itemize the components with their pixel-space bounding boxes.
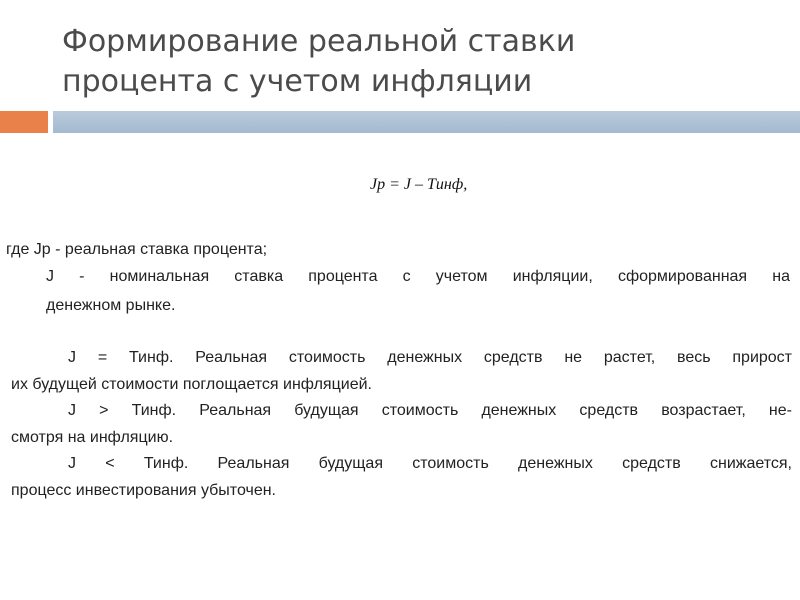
formula: Jр = J – Tинф,	[370, 176, 468, 193]
slide-title-line-2: процента с учетом инфляции	[62, 64, 533, 99]
definition-j-line-2: денежном рынке.	[46, 297, 176, 314]
case-greater-line-1: J > Тинф. Реальная будущая стоимость денежных средств возрастает, не-	[68, 402, 792, 419]
slide-title	[62, 22, 782, 102]
case-greater-line-2: смотря на инфляцию.	[11, 429, 174, 446]
case-equal-line-1: J = Тинф. Реальная стоимость денежных средств не растет, весь прирост	[68, 349, 792, 366]
case-less-line-2: процесс инвестирования убыточен.	[11, 482, 276, 499]
case-equal-line-2: их будущей стоимости поглощается инфляцией.	[11, 376, 372, 393]
title-divider-bar	[53, 111, 800, 133]
case-less-line-1: J < Тинф. Реальная будущая стоимость денежных средств снижается,	[68, 455, 792, 472]
definition-j-line-1: J - номинальная ставка процента с учетом инфляции, сформированная на	[46, 268, 790, 285]
title-accent-bar	[0, 111, 48, 133]
definition-jr: где Jр - реальная ставка процента;	[6, 241, 268, 258]
title-divider-bar-fill	[53, 111, 800, 133]
slide-title-line-1: Формирование реальной ставки	[62, 24, 576, 59]
